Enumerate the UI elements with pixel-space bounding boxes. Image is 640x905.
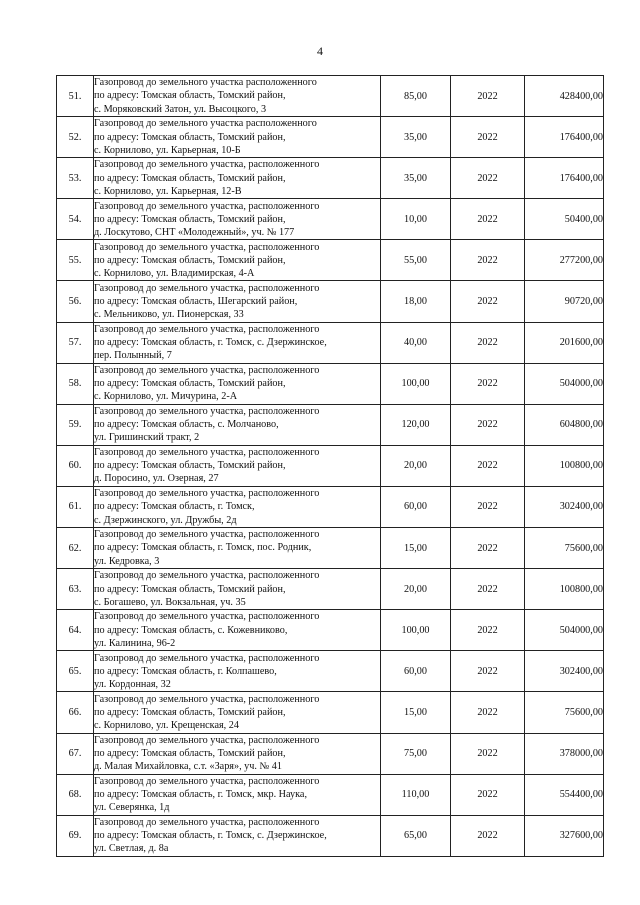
description-line: по адресу: Томская область, Томский район, (94, 90, 286, 102)
cost-value: 428400,00 (525, 76, 604, 117)
cost-value: 554400,00 (525, 774, 604, 815)
cost-value: 277200,00 (525, 240, 604, 281)
cost-value: 50400,00 (525, 199, 604, 240)
cost-value: 302400,00 (525, 651, 604, 692)
table-row (57, 158, 604, 199)
description-line: Газопровод до земельного участка, расположенного (94, 816, 320, 828)
pipeline-length: 18,00 (381, 281, 451, 322)
construction-year: 2022 (451, 815, 525, 856)
description-line: по адресу: Томская область, г. Томск, с. Дзержинское, (94, 337, 327, 348)
description-line: Газопровод до земельного участка, расположенного (94, 282, 320, 294)
pipeline-length: 55,00 (381, 240, 451, 281)
object-description (94, 528, 381, 569)
pipeline-length: 100,00 (381, 610, 451, 651)
row-number: 61. (57, 486, 94, 527)
description-line: с. Моряковский Затон, ул. Высоцкого, 3 (94, 103, 267, 115)
pipeline-length: 20,00 (381, 569, 451, 610)
description-line: Газопровод до земельного участка, расположенного (94, 652, 320, 664)
table-row (57, 528, 604, 569)
cost-value: 100800,00 (525, 569, 604, 610)
row-number: 67. (57, 733, 94, 774)
pipeline-length: 100,00 (381, 363, 451, 404)
object-description (94, 281, 381, 322)
description-line: по адресу: Томская область, Томский район, (94, 254, 286, 266)
pipeline-length: 60,00 (381, 486, 451, 527)
description-line: по адресу: Томская область, г. Томск, мкр. Наука, (94, 789, 307, 801)
object-description (94, 158, 381, 199)
table-row (57, 774, 604, 815)
construction-year: 2022 (451, 158, 525, 199)
row-number: 63. (57, 569, 94, 610)
description-line: с. Корнилово, ул. Карьерная, 12-В (94, 185, 242, 197)
table-row (57, 733, 604, 774)
description-line: ул. Кордонная, 32 (94, 678, 171, 690)
pipeline-length: 15,00 (381, 692, 451, 733)
pipeline-length: 15,00 (381, 528, 451, 569)
table-row (57, 815, 604, 856)
object-description (94, 610, 381, 651)
description-line: Газопровод до земельного участка, расположенного (94, 405, 320, 417)
pipeline-length: 10,00 (381, 199, 451, 240)
description-line: по адресу: Томская область, Томский район, (94, 131, 286, 143)
construction-year: 2022 (451, 199, 525, 240)
description-line: по адресу: Томская область, г. Колпашево, (94, 665, 277, 677)
description-line: по адресу: Томская область, с. Молчаново, (94, 419, 279, 431)
object-description (94, 774, 381, 815)
description-line: с. Богашево, ул. Вокзальная, уч. 35 (94, 596, 246, 608)
table-row (57, 322, 604, 363)
construction-year: 2022 (451, 610, 525, 651)
object-description (94, 815, 381, 856)
cost-value: 378000,00 (525, 733, 604, 774)
description-line: Газопровод до земельного участка, расположенного (94, 447, 320, 459)
table-row (57, 610, 604, 651)
object-description (94, 445, 381, 486)
object-description (94, 692, 381, 733)
cost-value: 75600,00 (525, 528, 604, 569)
description-line: Газопровод до земельного участка, расположенного (94, 323, 320, 335)
cost-value: 100800,00 (525, 445, 604, 486)
construction-year: 2022 (451, 76, 525, 117)
cost-value: 75600,00 (525, 692, 604, 733)
construction-year: 2022 (451, 117, 525, 158)
table-row (57, 445, 604, 486)
cost-value: 327600,00 (525, 815, 604, 856)
pipeline-length: 35,00 (381, 158, 451, 199)
table-row (57, 363, 604, 404)
construction-year: 2022 (451, 692, 525, 733)
row-number: 64. (57, 610, 94, 651)
object-description (94, 363, 381, 404)
gas-pipeline-table (56, 75, 604, 857)
pipeline-length: 120,00 (381, 404, 451, 445)
description-line: с. Мельниково, ул. Пионерская, 33 (94, 309, 244, 321)
description-line: Газопровод до земельного участка, расположенного (94, 488, 320, 500)
description-line: ул. Светлая, д. 8а (94, 843, 169, 855)
description-line: ул. Северянка, 1д (94, 802, 170, 814)
description-line: Газопровод до земельного участка, расположенного (94, 241, 320, 253)
description-line: по адресу: Томская область, Томский район, (94, 460, 286, 472)
row-number: 59. (57, 404, 94, 445)
table-row (57, 651, 604, 692)
description-line: д. Лоскутово, СНТ «Молодежный», уч. № 177 (94, 226, 295, 238)
object-description (94, 651, 381, 692)
description-line: с. Корнилово, ул. Карьерная, 10-Б (94, 144, 241, 156)
row-number: 52. (57, 117, 94, 158)
description-line: с. Корнилово, ул. Мичурина, 2-А (94, 391, 238, 403)
description-line: ул. Калинина, 96-2 (94, 637, 176, 649)
row-number: 51. (57, 76, 94, 117)
description-line: по адресу: Томская область, г. Томск, пос. Родник, (94, 542, 312, 554)
description-line: по адресу: Томская область, Томский район, (94, 747, 286, 759)
object-description (94, 733, 381, 774)
description-line: по адресу: Томская область, с. Кожевниково, (94, 624, 288, 636)
description-line: д. Малая Михайловка, с.т. «Заря», уч. № 41 (94, 761, 282, 773)
cost-value: 201600,00 (525, 322, 604, 363)
pipeline-length: 110,00 (381, 774, 451, 815)
pipeline-length: 65,00 (381, 815, 451, 856)
table-row (57, 76, 604, 117)
description-line: по адресу: Томская область, Шегарский район, (94, 295, 298, 307)
object-description (94, 322, 381, 363)
table-row (57, 117, 604, 158)
pipeline-length: 75,00 (381, 733, 451, 774)
table-row (57, 404, 604, 445)
row-number: 54. (57, 199, 94, 240)
description-line: с. Корнилово, ул. Крещенская, 24 (94, 720, 239, 732)
pipeline-length: 40,00 (381, 322, 451, 363)
description-line: Газопровод до земельного участка, расположенного (94, 529, 320, 541)
construction-year: 2022 (451, 281, 525, 322)
object-description (94, 199, 381, 240)
table-row (57, 486, 604, 527)
row-number: 57. (57, 322, 94, 363)
row-number: 58. (57, 363, 94, 404)
description-line: Газопровод до земельного участка, расположенного (94, 200, 320, 212)
row-number: 55. (57, 240, 94, 281)
description-line: Газопровод до земельного участка расположенного (94, 77, 317, 89)
description-line: по адресу: Томская область, Томский район, (94, 213, 286, 225)
table-row (57, 569, 604, 610)
row-number: 62. (57, 528, 94, 569)
description-line: пер. Полынный, 7 (94, 350, 172, 362)
construction-year: 2022 (451, 528, 525, 569)
row-number: 66. (57, 692, 94, 733)
description-line: Газопровод до земельного участка, расположенного (94, 364, 320, 376)
pipeline-length: 60,00 (381, 651, 451, 692)
description-line: по адресу: Томская область, г. Томск, с. Дзержинское, (94, 830, 327, 842)
construction-year: 2022 (451, 651, 525, 692)
object-description (94, 404, 381, 445)
cost-value: 504000,00 (525, 610, 604, 651)
cost-value: 90720,00 (525, 281, 604, 322)
pipeline-length: 35,00 (381, 117, 451, 158)
pipeline-length: 20,00 (381, 445, 451, 486)
table-row (57, 281, 604, 322)
description-line: Газопровод до земельного участка, расположенного (94, 734, 320, 746)
construction-year: 2022 (451, 486, 525, 527)
description-line: Газопровод до земельного участка, расположенного (94, 159, 320, 171)
row-number: 56. (57, 281, 94, 322)
description-line: по адресу: Томская область, Томский район, (94, 583, 286, 595)
cost-value: 604800,00 (525, 404, 604, 445)
construction-year: 2022 (451, 240, 525, 281)
object-description (94, 486, 381, 527)
description-line: ул. Гришинский тракт, 2 (94, 432, 200, 444)
object-description (94, 240, 381, 281)
description-line: Газопровод до земельного участка, расположенного (94, 570, 320, 582)
object-description (94, 76, 381, 117)
table-row (57, 692, 604, 733)
description-line: ул. Кедровка, 3 (94, 555, 160, 567)
row-number: 60. (57, 445, 94, 486)
construction-year: 2022 (451, 774, 525, 815)
description-line: Газопровод до земельного участка, расположенного (94, 611, 320, 623)
construction-year: 2022 (451, 445, 525, 486)
object-description (94, 569, 381, 610)
description-line: по адресу: Томская область, Томский район, (94, 172, 286, 184)
description-line: по адресу: Томская область, Томский район, (94, 706, 286, 718)
description-line: Газопровод до земельного участка, расположенного (94, 775, 320, 787)
construction-year: 2022 (451, 404, 525, 445)
construction-year: 2022 (451, 569, 525, 610)
construction-year: 2022 (451, 733, 525, 774)
cost-value: 504000,00 (525, 363, 604, 404)
description-line: по адресу: Томская область, г. Томск, (94, 501, 255, 513)
cost-value: 176400,00 (525, 158, 604, 199)
page-number: 4 (317, 44, 323, 58)
description-line: Газопровод до земельного участка расположенного (94, 118, 317, 130)
construction-year: 2022 (451, 363, 525, 404)
table-row (57, 199, 604, 240)
cost-value: 176400,00 (525, 117, 604, 158)
row-number: 65. (57, 651, 94, 692)
description-line: с. Корнилово, ул. Владимирская, 4-А (94, 268, 255, 280)
row-number: 68. (57, 774, 94, 815)
cost-value: 302400,00 (525, 486, 604, 527)
construction-year: 2022 (451, 322, 525, 363)
pipeline-length: 85,00 (381, 76, 451, 117)
object-description (94, 117, 381, 158)
description-line: с. Дзержинского, ул. Дружбы, 2д (94, 514, 237, 526)
description-line: д. Поросино, ул. Озерная, 27 (94, 473, 219, 485)
row-number: 53. (57, 158, 94, 199)
description-line: по адресу: Томская область, Томский район, (94, 378, 286, 390)
description-line: Газопровод до земельного участка, расположенного (94, 693, 320, 705)
table-row (57, 240, 604, 281)
row-number: 69. (57, 815, 94, 856)
